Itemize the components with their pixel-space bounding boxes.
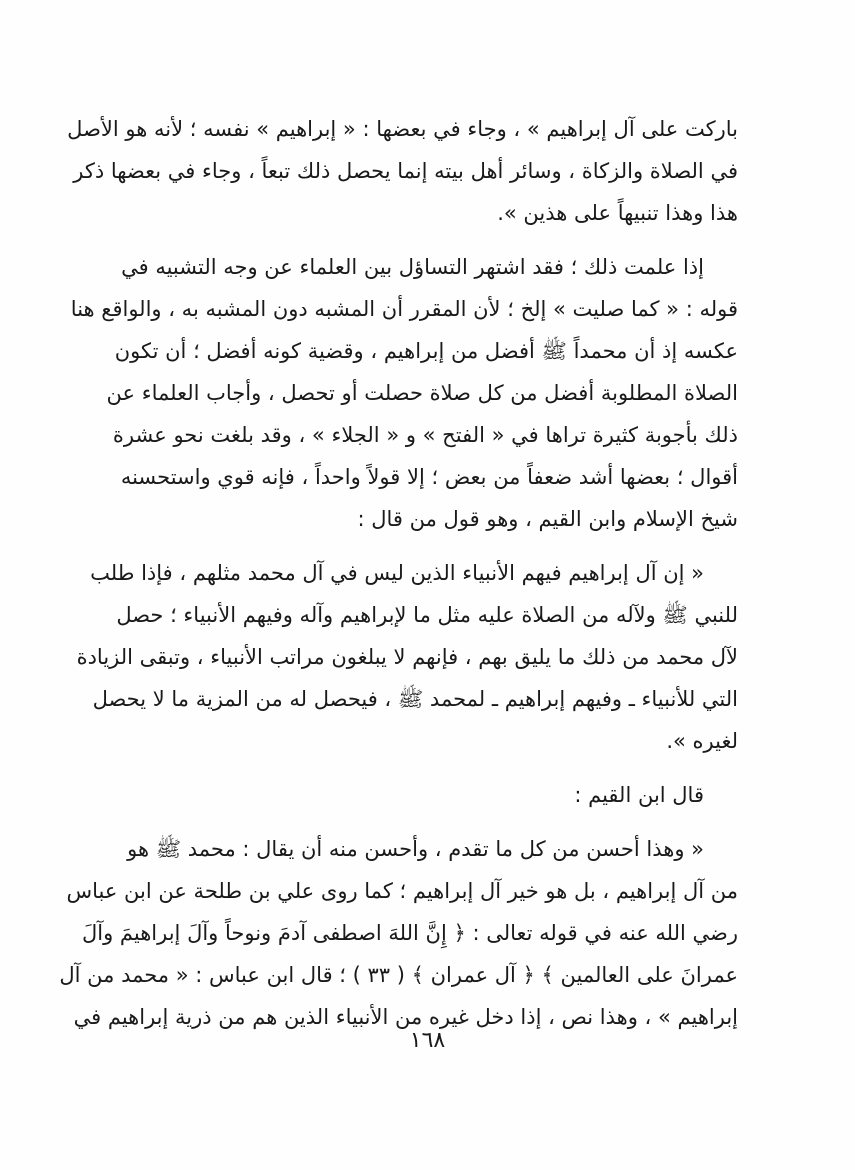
text-line: باركت على آل إبراهيم » ، وجاء في بعضها : « إبراهيم » نفسه ؛ لأنه هو الأصل	[67, 117, 738, 141]
paragraph-2	[70, 246, 738, 540]
paragraph-1	[67, 108, 738, 234]
text-line: قوله : « كما صليت » إلخ ؛ لأن المقرر أن المشبه دون المشبه به ، والواقع هنا	[70, 297, 738, 321]
text-line: أقوال ؛ بعضها أشد ضعفاً من بعض ؛ إلا قولاً واحداً ، فإنه قوي واستحسنه	[120, 465, 738, 489]
text-line: التي للأنبياء ـ وفيهم إبراهيم ـ لمحمد ﷺ ، فيحصل له من المزية ما لا يحصل	[92, 687, 738, 711]
text-line: هذا وهذا تنبيهاً على هذين ».	[497, 201, 738, 225]
paragraph-5-quote	[59, 828, 738, 1038]
text-line: إذا علمت ذلك ؛ فقد اشتهر التساؤل بين العلماء عن وجه التشبيه في	[121, 255, 704, 279]
text-line: الصلاة المطلوبة أفضل من كل صلاة حصلت أو تحصل ، وأجاب العلماء عن	[106, 381, 738, 405]
text-line: شيخ الإسلام وابن القيم ، وهو قول من قال :	[357, 507, 738, 531]
text-line: عكسه إذ أن محمداً ﷺ أفضل من إبراهيم ، وقضية كونه أفضل ؛ أن تكون	[114, 339, 738, 363]
text-line: قال ابن القيم :	[574, 783, 704, 807]
text-line: « وهذا أحسن من كل ما تقدم ، وأحسن منه أن يقال : محمد ﷺ هو	[127, 837, 704, 861]
page-body-text	[59, 108, 738, 1038]
text-line: رضي الله عنه في قوله تعالى : ﴿ إِنَّ اللهَ اصطفى آدمَ ونوحاً وآلَ إبراهيمَ وآلَ	[82, 921, 738, 945]
text-line: « إن آل إبراهيم فيهم الأنبياء الذين ليس في آل محمد مثلهم ، فإذا طلب	[90, 561, 704, 585]
paragraph-3-quote	[76, 552, 738, 762]
text-line: للنبي ﷺ ولآله من الصلاة عليه مثل ما لإبراهيم وآله وفيهم الأنبياء ؛ حصل	[116, 603, 738, 627]
text-line: ذلك بأجوبة كثيرة تراها في « الفتح » و « الجلاء » ، وقد بلغت نحو عشرة	[112, 423, 738, 447]
text-line: إبراهيم » ، وهذا نص ، إذا دخل غيره من الأنبياء الذين هم من ذرية إبراهيم في	[73, 1005, 738, 1029]
text-line: عمرانَ على العالمين ﴾ ﴿ آل عمران ﴾ ( ٣٣ ) ؛ قال ابن عباس : « محمد من آل	[59, 963, 738, 987]
text-line: لغيره ».	[666, 729, 738, 753]
paragraph-4-attribution	[132, 774, 738, 816]
text-line: في الصلاة والزكاة ، وسائر أهل بيته إنما يحصل ذلك تبعاً ، وجاء في بعضها ذكر	[73, 159, 738, 183]
text-line: من آل إبراهيم ، بل هو خير آل إبراهيم ؛ كما روى علي بن طلحة عن ابن عباس	[66, 879, 738, 903]
page-number: ١٦٨	[409, 1028, 446, 1053]
text-line: لآل محمد من ذلك ما يليق بهم ، فإنهم لا يبلغون مراتب الأنبياء ، وتبقى الزيادة	[76, 645, 738, 669]
